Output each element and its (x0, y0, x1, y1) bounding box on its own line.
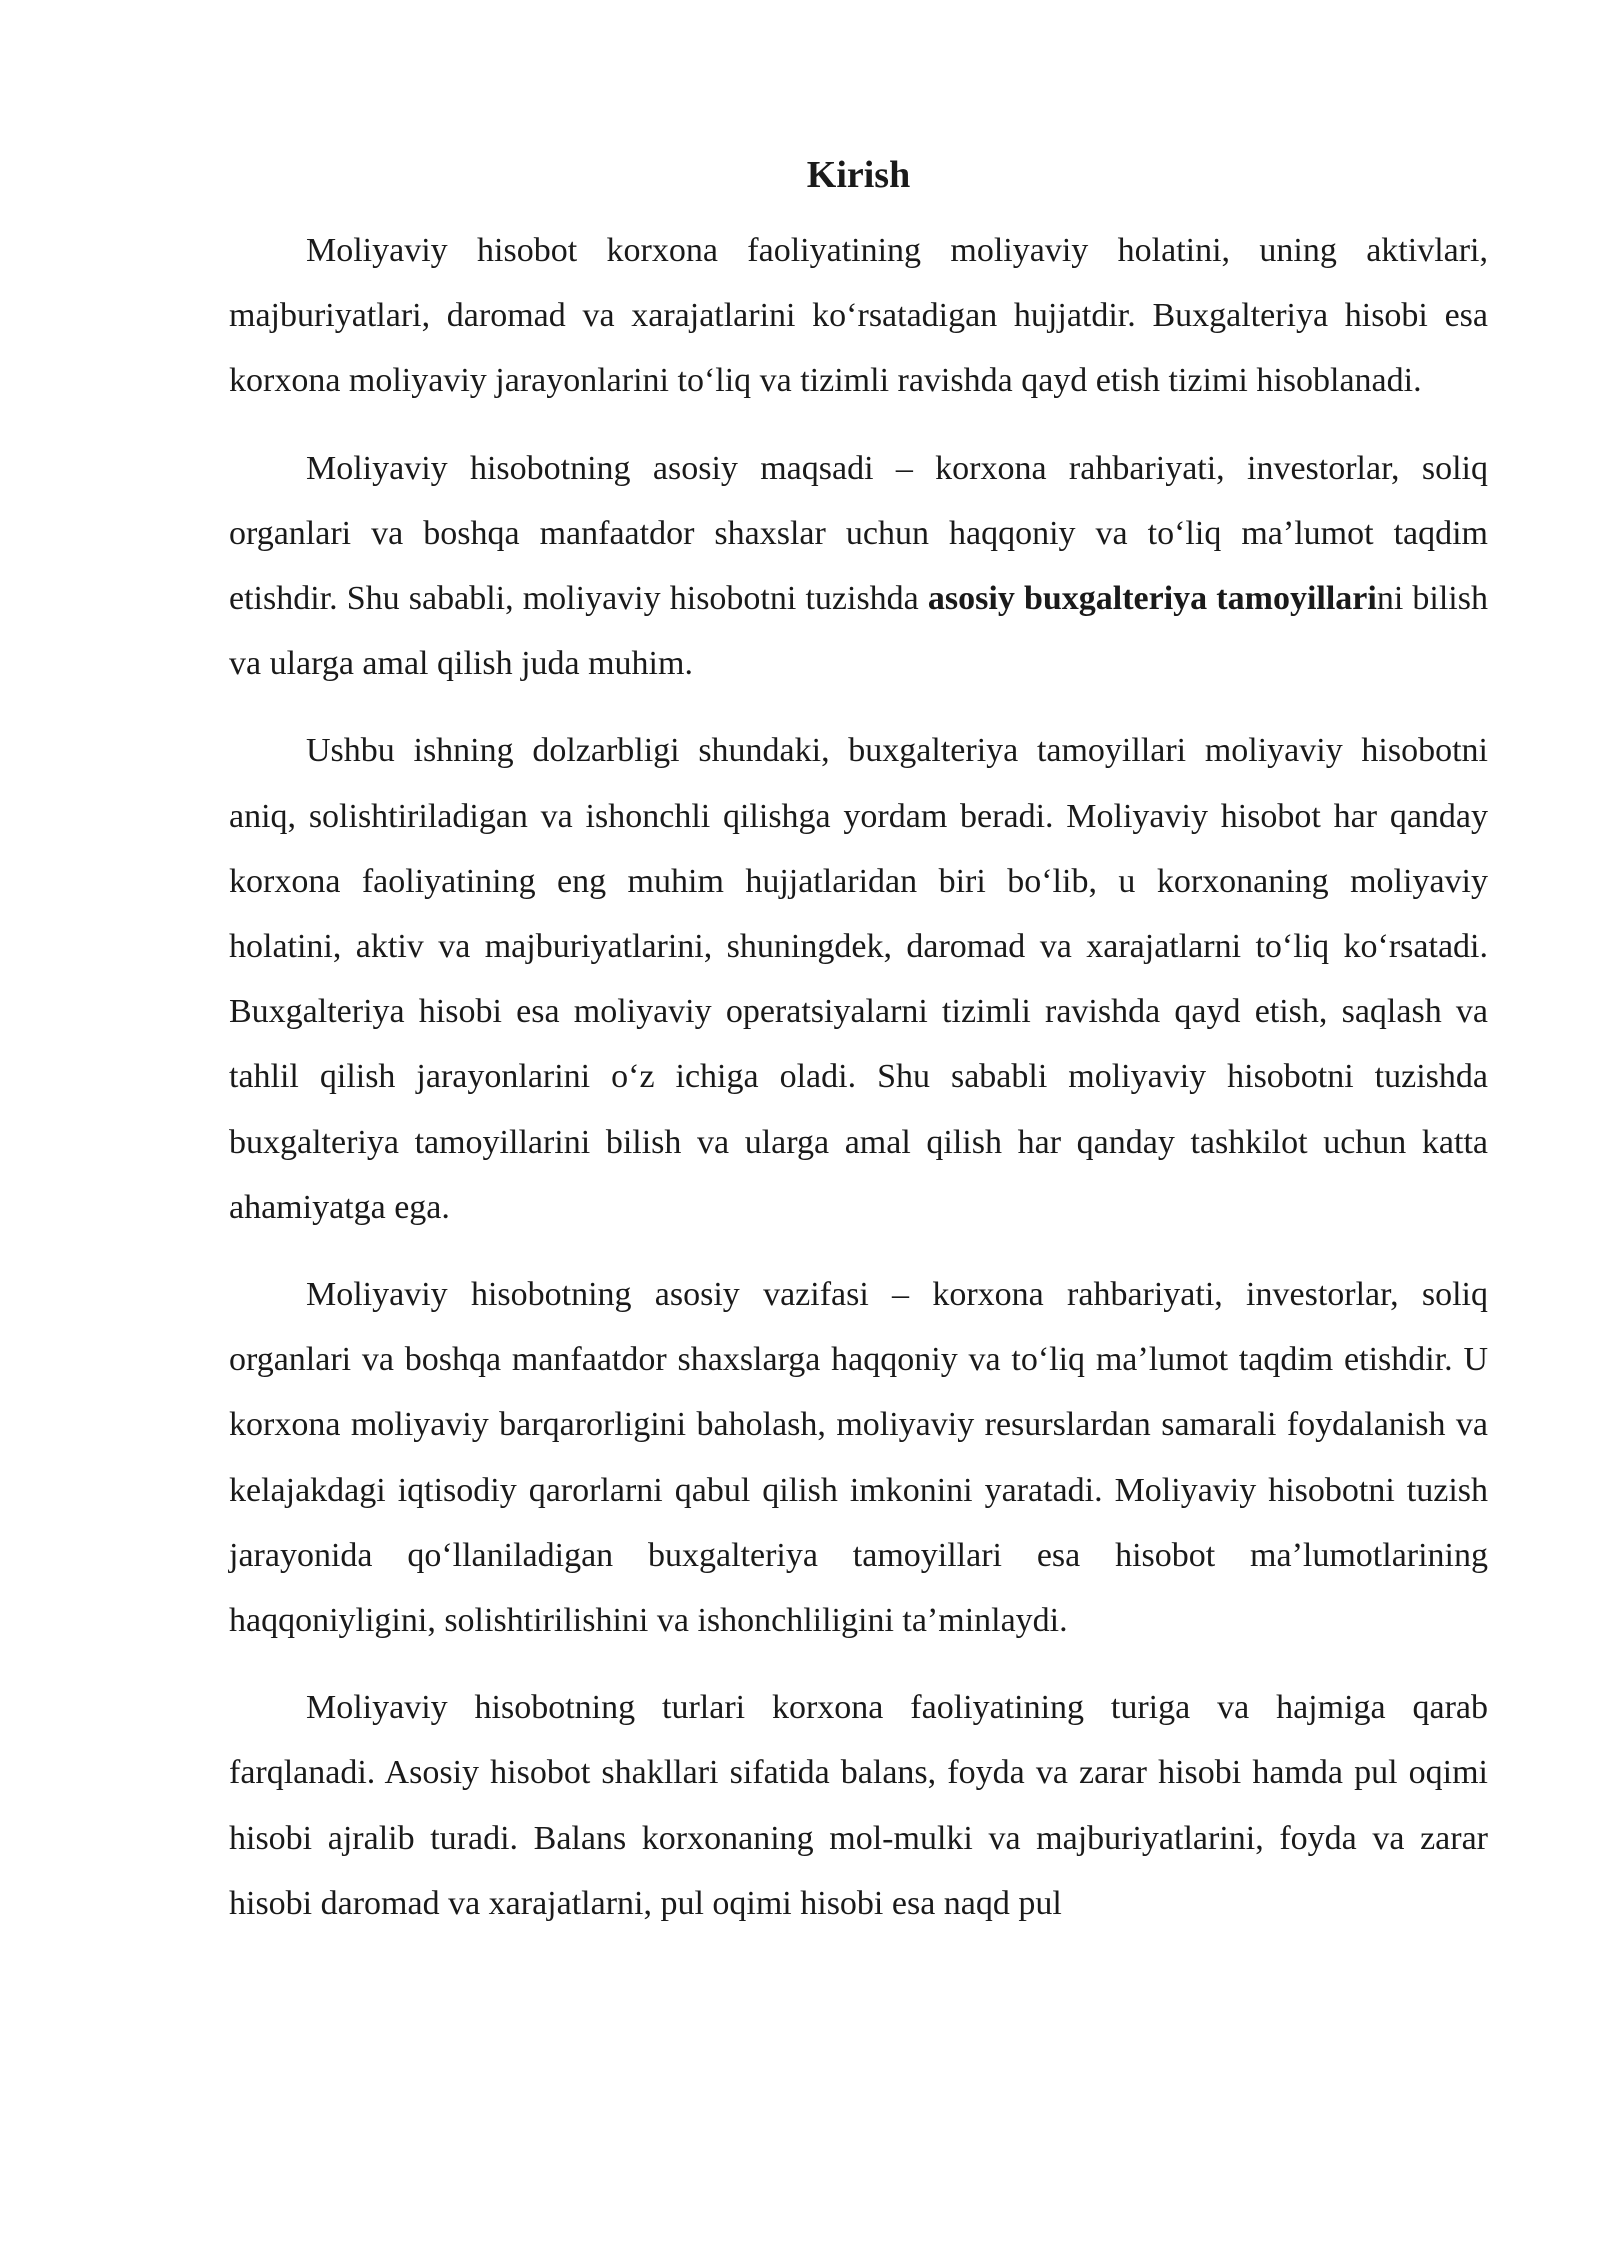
paragraph-1: Moliyaviy hisobot korxona faoliyatining moliyaviy holatini, uning aktivlari, majburiyatlari, daromad va xarajatlarini koʻrsatadigan hujjatdir. Buxgalteriya hisobi esa korxona moliyaviy jarayonlarini toʻliq va tizimli ravishda qayd etish tizimi hisoblanadi. (229, 232, 1488, 400)
paragraph-2 (229, 436, 1488, 697)
paragraph-3: Ushbu ishning dolzarbligi shundaki, buxgalteriya tamoyillari moliyaviy hisobotni aniq, solishtiriladigan va ishonchli qilishga yordam beradi. Moliyaviy hisobot har qanday korxona faoliyatining eng muhim hujjatlaridan biri boʻlib, u korxonaning moliyaviy holatini, aktiv va majburiyatlarini, shuningdek, daromad va xarajatlarni toʻliq koʻrsatadi. Buxgalteriya hisobi esa moliyaviy operatsiyalarni tizimli ravishda qayd etish, saqlash va tahlil qilish jarayonlarini oʻz ichiga oladi. Shu sababli moliyaviy hisobotni tuzishda buxgalteriya tamoyillarini bilish va ularga amal qilish har qanday tashkilot uchun katta ahamiyatga ega. (229, 732, 1488, 1226)
paragraph-2-text-after: ni bilish va ularga amal qilish juda muhim. (229, 580, 1488, 683)
paragraph-2-bold-term: asosiy buxgalteriya tamoyillari (927, 580, 1377, 618)
page-title: Kirish (806, 154, 911, 196)
paragraph-2-text-before: Moliyaviy hisobotning asosiy maqsadi – korxona rahbariyati, investorlar, soliq organlari va boshqa manfaatdor shaxslar uchun haqqoniy va toʻliq maʼlumot taqdim etishdir. Shu sababli, moliyaviy hisobotni tuzishda (229, 449, 1488, 618)
paragraph-4: Moliyaviy hisobotning asosiy vazifasi – korxona rahbariyati, investorlar, soliq organlari va boshqa manfaatdor shaxslarga haqqoniy va toʻliq maʼlumot taqdim etishdir. U korxona moliyaviy barqarorligini baholash, moliyaviy resurslardan samarali foydalanish va kelajakdagi iqtisodiy qarorlarni qabul qilish imkonini yaratadi. Moliyaviy hisobotni tuzish jarayonida qoʻllaniladigan buxgalteriya tamoyillari esa hisobot maʼlumotlarining haqqoniyligini, solishtirilishini va ishonchliligini taʼminlaydi. (229, 1276, 1488, 1640)
page-content (229, 148, 1488, 1936)
paragraph-5: Moliyaviy hisobotning turlari korxona faoliyatining turiga va hajmiga qarab farqlanadi. Asosiy hisobot shakllari sifatida balans, foyda va zarar hisobi hamda pul oqimi hisobi ajralib turadi. Balans korxonaning mol-mulki va majburiyatlarini, foyda va zarar hisobi daromad va xarajatlarni, pul oqimi hisobi esa naqd pul (229, 1689, 1488, 1922)
